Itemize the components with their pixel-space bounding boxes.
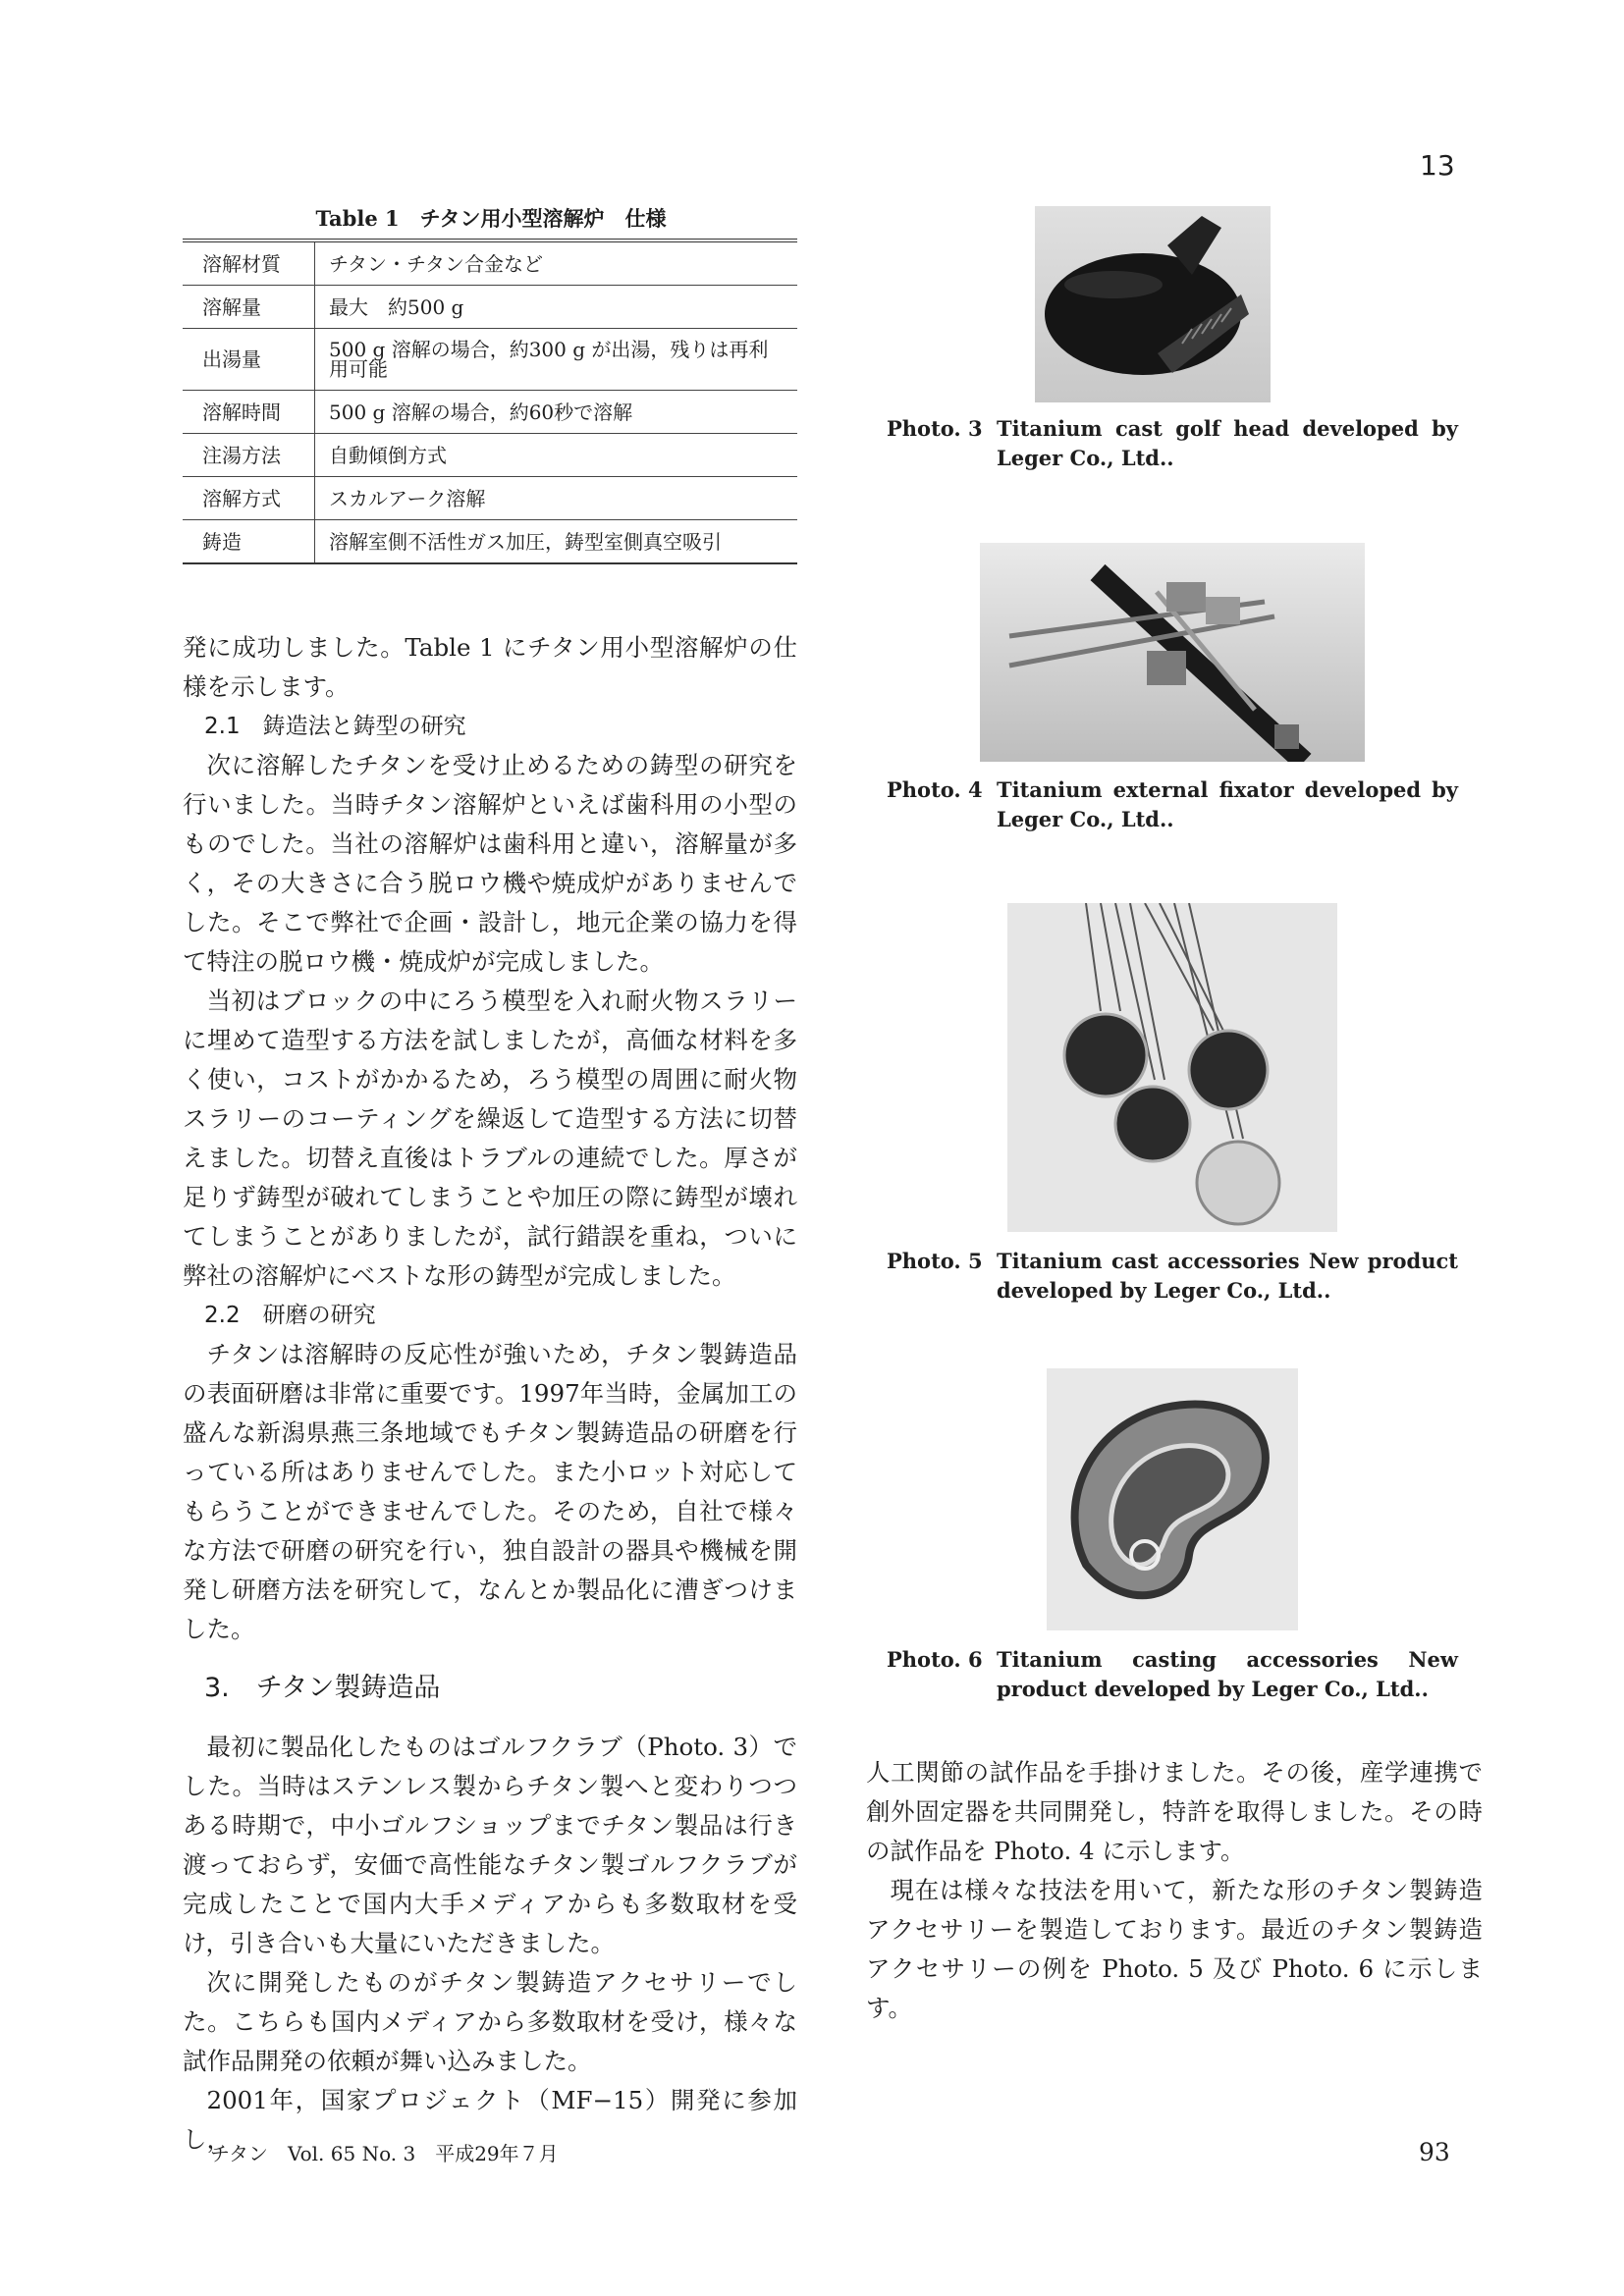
- table-title: Table 1 チタン用小型溶解炉 仕様: [315, 206, 667, 231]
- table-row: [183, 286, 797, 329]
- pendants-image: [1007, 903, 1337, 1232]
- golf-head-image: [1035, 206, 1271, 402]
- paragraph: 最初に製品化したものはゴルフクラブ（Photo. 3）でした。当時はステンレス製からチタン製へと変わりつつある時期で，中小ゴルフショップまでチタン製品は行き渡っておらず，安価で高性能なチタン製ゴルフクラブが完成したことで国内大手メディアからも多数取材を受け，引き合いも大量にいただきました。: [183, 1733, 797, 1957]
- photo-caption-3: [887, 414, 1458, 473]
- section-heading-2-1: 2.1 鋳造法と鋳型の研究: [204, 714, 466, 739]
- table-key: 溶解材質: [183, 240, 315, 286]
- photo-cast-accessories: [1007, 903, 1337, 1232]
- brooch-image: [1047, 1368, 1298, 1630]
- caption-label: Photo. 5: [887, 1249, 983, 1273]
- photo-caption-5: [887, 1247, 1458, 1306]
- paragraph: 人工関節の試作品を手掛けました。その後，産学連携で創外固定器を共同開発し，特許を取得しました。その時の試作品を Photo. 4 に示します。: [866, 1758, 1483, 1865]
- table-key: 溶解方式: [183, 477, 315, 520]
- table-row: [183, 434, 797, 477]
- table-value: 500 g 溶解の場合，約60秒で溶解: [315, 391, 798, 434]
- photo-golf-head: [1035, 206, 1271, 402]
- table-row: [183, 477, 797, 520]
- caption-text: Titanium casting accessories New product developed by Leger Co., Ltd..: [997, 1647, 1458, 1701]
- photo-casting-accessories: [1047, 1368, 1298, 1630]
- paragraph: チタンは溶解時の反応性が強いため，チタン製鋳造品の表面研磨は非常に重要です。1997年当時，金属加工の盛んな新潟県燕三条地域でもチタン製鋳造品の研磨を行っている所はありませんでした。また小ロット対応してもらうことができませんでした。そのため，自社で様々な方法で研磨の研究を行い，独自設計の器具や機械を開発し研磨方法を研究して，なんとか製品化に漕ぎつけました。: [183, 1340, 797, 1643]
- table-row: [183, 329, 797, 391]
- paragraph: 次に溶解したチタンを受け止めるための鋳型の研究を行いました。当時チタン溶解炉といえば歯科用の小型のものでした。当社の溶解炉は歯科用と違い，溶解量が多く，その大きさに合う脱ロウ機や焼成炉がありませんでした。そこで弊社で企画・設計し，地元企業の協力を得て特注の脱ロウ機・焼成炉が完成しました。: [183, 751, 797, 976]
- caption-label: Photo. 6: [887, 1647, 983, 1672]
- spec-table: [183, 239, 797, 564]
- caption-text: Titanium external fixator developed by Leger Co., Ltd..: [997, 777, 1458, 831]
- right-column: [866, 1753, 1483, 2028]
- page-number-bottom: 93: [1419, 2138, 1450, 2166]
- paragraph: 発に成功しました。Table 1 にチタン用小型溶解炉の仕様を示します。: [183, 633, 798, 701]
- table-key: 注湯方法: [183, 434, 315, 477]
- photo-caption-4: [887, 775, 1458, 834]
- section-heading-2-2: 2.2 研磨の研究: [204, 1303, 376, 1328]
- left-column: [183, 628, 797, 2160]
- paragraph: 次に開発したものがチタン製鋳造アクセサリーでした。こちらも国内メディアから多数取材を受け，様々な試作品開発の依頼が舞い込みました。: [183, 1968, 797, 2075]
- photo-caption-6: [887, 1645, 1458, 1704]
- table-value: 500 g 溶解の場合，約300 g が出湯，残りは再利用可能: [315, 329, 798, 391]
- caption-text: Titanium cast golf head developed by Leger Co., Ltd..: [997, 416, 1458, 470]
- table-value: 最大 約500 g: [315, 286, 798, 329]
- table-value: スカルアーク溶解: [315, 477, 798, 520]
- paragraph: 当初はブロックの中にろう模型を入れ耐火物スラリーに埋めて造型する方法を試しましたが，高価な材料を多く使い，コストがかかるため，ろう模型の周囲に耐火物スラリーのコーティングを繰返して造型する方法に切替えました。切替え直後はトラブルの連続でした。厚さが足りず鋳型が破れてしまうことや加圧の際に鋳型が壊れてしまうことがありましたが，試行錯誤を重ね，ついに弊社の溶解炉にベストな形の鋳型が完成しました。: [183, 987, 797, 1290]
- paragraph: 現在は様々な技法を用いて，新たな形のチタン製鋳造アクセサリーを製造しております。最近のチタン製鋳造アクセサリーの例を Photo. 5 及び Photo. 6 に示します。: [866, 1876, 1483, 2022]
- paragraph: 2001年，国家プロジェクト（MF−15）開発に参加し，: [183, 2086, 797, 2154]
- table-value: 溶解室側不活性ガス加圧，鋳型室側真空吸引: [315, 520, 798, 564]
- table-row: [183, 520, 797, 564]
- table-key: 鋳造: [183, 520, 315, 564]
- caption-label: Photo. 3: [887, 416, 983, 441]
- table-value: 自動傾倒方式: [315, 434, 798, 477]
- caption-text: Titanium cast accessories New product developed by Leger Co., Ltd..: [997, 1249, 1458, 1303]
- fixator-image: [980, 543, 1365, 762]
- table-key: 出湯量: [183, 329, 315, 391]
- table-value: チタン・チタン合金など: [315, 240, 798, 286]
- table-key: 溶解時間: [183, 391, 315, 434]
- table-row: [183, 391, 797, 434]
- caption-label: Photo. 4: [887, 777, 983, 802]
- section-heading-3: 3. チタン製鋳造品: [204, 1673, 441, 1703]
- journal-footer: チタン Vol. 65 No. 3 平成29年７月: [210, 2142, 559, 2165]
- table-row: [183, 240, 797, 286]
- page-number-top: 13: [1420, 149, 1455, 182]
- table-key: 溶解量: [183, 286, 315, 329]
- photo-external-fixator: [980, 543, 1365, 762]
